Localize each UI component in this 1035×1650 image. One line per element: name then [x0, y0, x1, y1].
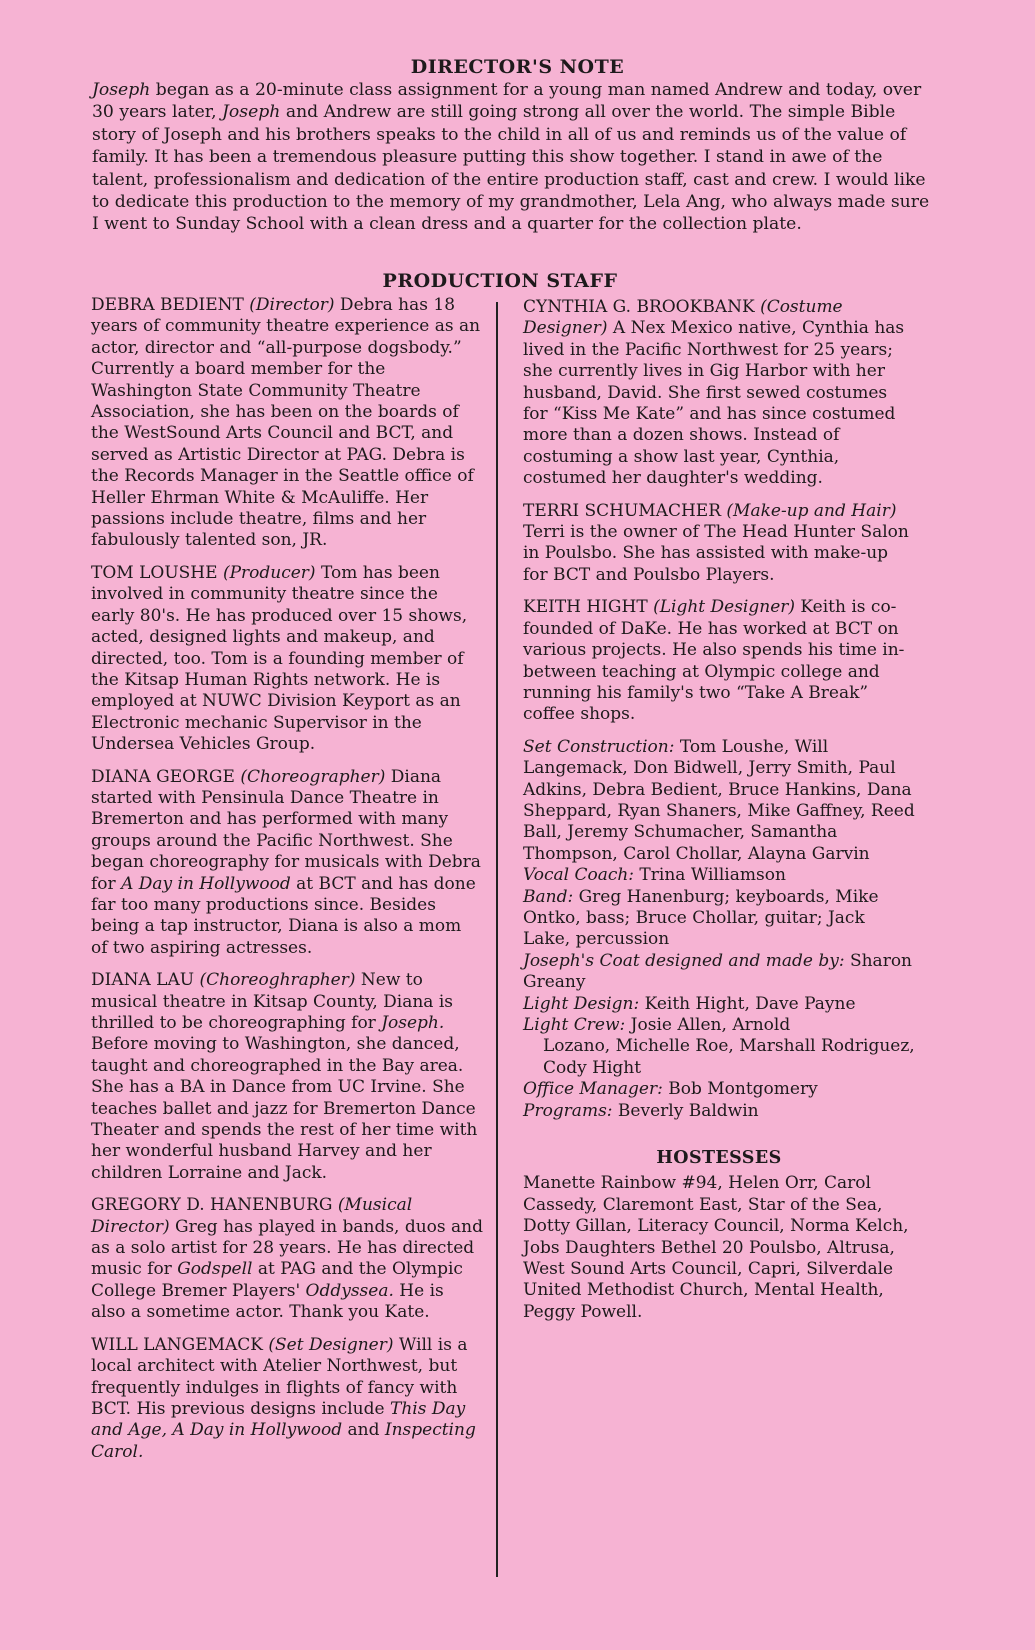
- credit-set-construction: Set Construction: Tom Loushe, Will Langemack, Don Bidwell, Jerry Smith, Paul Adkins, Debra Bedient, Bruce Hankins, Dana Sheppard, Ryan Shaners, Mike Gaffney, Reed Ball, Jeremy Schumacher, Samantha Thompson, Carol Chollar, Alayna Garvin: [523, 736, 915, 864]
- credit-programs: Programs: Beverly Baldwin: [523, 1100, 759, 1121]
- credit-light-crew: Light Crew: Josie Allen, Arnold: [523, 1015, 791, 1035]
- bio-cynthia-brookbank: CYNTHIA G. BROOKBANK (Costume Designer) A Nex Mexico native, Cynthia has lived in the Pacific Northwest for 25 years; she currently lives in Gig Harbor with her husband, David. She first sewed costumes for “Kiss Me Kate” and has since costumed more than a dozen shows. Instead of costuming a show last year, Cynthia, costumed her daughter's wedding.: [523, 297, 905, 489]
- hostesses-list: Manette Rainbow #94, Helen Orr, Carol Cassedy, Claremont East, Star of the Sea, Dotty Gillan, Literacy Council, Norma Kelch, Jobs Daughters Bethel 20 Poulsbo, Altrusa, West Sound Arts Council, Capri, Silverdale United Methodist Church, Mental Health, Peggy Powell.: [523, 1173, 909, 1322]
- bio-diana-lau: DIANA LAU (Choreoghrapher) New to musical theatre in Kitsap County, Diana is thrilled to be choreographing for Joseph. Before moving to Washington, she danced, taught and choreographed in the Bay area. She has a BA in Dance from UC Irvine. She teaches ballet and jazz for Bremerton Dance Theater and spends the rest of her time with her wonderful husband Harvey and her children Lorraine and Jack.: [91, 970, 478, 1183]
- production-staff-heading: PRODUCTION STAFF: [382, 270, 618, 292]
- credit-vocal-coach: Vocal Coach: Trina Williamson: [523, 865, 786, 886]
- bio-will-langemack: WILL LANGEMACK (Set Designer) Will is a local architect with Atelier Northwest, but frequently indulges in flights of fancy with BCT. His previous designs include This Day and Age, A Day in Hollywood and Inspecting Carol.: [91, 1334, 476, 1462]
- credit-light-design: Light Design: Keith Hight, Dave Payne: [523, 993, 856, 1014]
- bio-diana-george: DIANA GEORGE (Choreographer) Diana started with Pensinula Dance Theatre in Bremerton and has performed with many groups around the Pacific Northwest. She began choreography for musicals with Debra for A Day in Hollywood at BCT and has done far too many productions since. Besides being a tap instructor, Diana is also a mom of two aspiring actresses.: [91, 766, 481, 958]
- bio-gregory-hanenburg: GREGORY D. HANENBURG (Musical Director) Greg has played in bands, duos and as a solo artist for 28 years. He has directed music for Godspell at PAG and the Olympic College Bremer Players' Oddyssea. He is also a sometime actor. Thank you Kate.: [91, 1195, 484, 1323]
- credit-office-manager: Office Manager: Bob Montgomery: [523, 1079, 818, 1100]
- bio-tom-loushe: TOM LOUSHE (Producer) Tom has been involved in community theatre since the early 80's. He has produced over 15 shows, acted, designed lights and makeup, and directed, too. Tom is a founding member of the Kitsap Human Rights network. He is employed at NUWC Division Keyport as an Electronic mechanic Supervisor in the Undersea Vehicles Group.: [91, 562, 468, 755]
- bio-debra-bedient: DEBRA BEDIENT (Director) Debra has 18 years of community theatre experience as an actor, director and “all-purpose dogsbody.” Currently a board member for the Washington State Community Theatre Association, she has been on the boards of the WestSound Arts Council and BCT, and served as Artistic Director at PAG. Debra is the Records Manager in the Seattle office of Heller Ehrman White & McAuliffe. Her passions include theatre, films and her fabulously talented son, JR.: [91, 295, 481, 551]
- directors-note-heading: DIRECTOR'S NOTE: [410, 56, 625, 78]
- credit-light-crew-continued: Lozano, Michelle Roe, Marshall Rodriguez, Cody Hight: [543, 1036, 915, 1078]
- directors-note-text: Joseph began as a 20-minute class assignment for a young man named Andrew and today, over 30 years later, Joseph and Andrew are still going strong all over the world. The simple Bible story of Joseph and his brothers speaks to the child in all of us and reminds us of the value of family. It has been a tremendous pleasure putting this show together. I stand in awe of the talent, professionalism and dedication of the entire production staff, cast and crew. I would like to dedicate this production to the memory of my grandmother, Lela Ang, who always made sure I went to Sunday School with a clean dress and a quarter for the collection plate.: [92, 80, 930, 235]
- column-divider: [496, 302, 498, 1577]
- credit-josephs-coat: Joseph's Coat designed and made by: Sharon Greany: [523, 950, 913, 993]
- bio-terri-schumacher: TERRI SCHUMACHER (Make-up and Hair) Terri is the owner of The Head Hunter Salon in Poulsbo. She has assisted with make-up for BCT and Poulsbo Players.: [523, 500, 909, 585]
- bio-keith-hight: KEITH HIGHT (Light Designer) Keith is co-founded of DaKe. He has worked at BCT on various projects. He also spends his time in-between teaching at Olympic college and running his family's two “Take A Break” coffee shops.: [523, 597, 905, 725]
- credit-band: Band: Greg Hanenburg; keyboards, Mike Ontko, bass; Bruce Chollar, guitar; Jack Lake, percussion: [523, 886, 879, 950]
- staff-column-left: [91, 295, 483, 1474]
- hostesses-heading: HOSTESSES: [656, 1148, 782, 1169]
- staff-column-right: [523, 297, 915, 1323]
- crew-credits: [523, 737, 915, 1122]
